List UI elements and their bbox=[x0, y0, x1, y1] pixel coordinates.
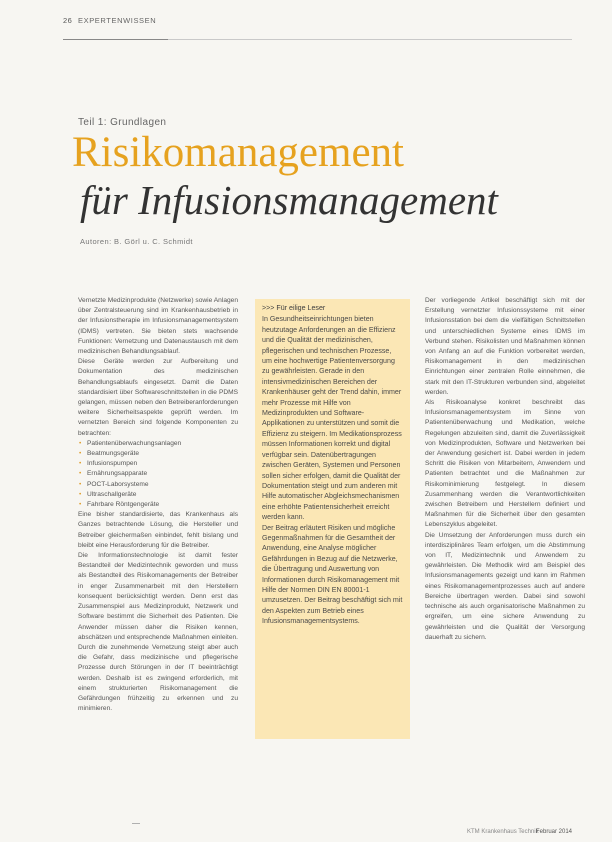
paragraph: Eine bisher standardisierte, das Krankenhaus als Ganzes betrachtende Lösung, die Hersteller und Betreiber gleichermaßen einbindet, fehlt bislang und bleibt eine Herausforderung für die Betreiber. bbox=[78, 511, 238, 549]
paragraph: Als Risikoanalyse konkret beschreibt das Infusionsmanagementsystem im Sinne von Patientenüberwachung und Medikation, welche Regelungen abzuleiten sind, damit die Zuverlässigkeit von Medizinprodukten, Software und Netzwerken bei der Anwendung gesichert ist. Dabei werden in jedem Schritt die Risiken von Mitarbeitern, Anwendern und Patienten betrachtet und die Maßnahmen zur Risikominimierung festgelegt. In diesem Zusammenhang werden die Verantwortlichkeiten zwischen Betreibern und Herstellern definiert und Maßnahmen für die Sicherheit über den gesamten Lebenszyklus abgeleitet. bbox=[425, 399, 585, 529]
list-item: • Fahrbare Röntgengeräte bbox=[78, 500, 238, 510]
section-label: EXPERTENWISSEN bbox=[78, 16, 157, 25]
paragraph: Die Informationstechnologie ist damit fester Bestandteil der Medizintechnik geworden und muss als Bestandteil des Risikomanagements der Betreiber in enger Zusammenarbeit mit den Herstellern konsequent berücksichtigt werden. Denn erst das Zusammenspiel aus Medizinprodukt, Netzwerk und Software bestimmt die Sicherheit des Patienten. Die Anwender müssen daher die Risiken kennen, abschätzen und entsprechende Maßnahmen einleiten. Durch die zunehmende Vernetzung steigt aber auch die Gefahr, dass medizinische und pflegerische Prozesse durch Störungen in der IT beeinträchtigt werden. Deshalb ist es zwingend erforderlich, mit einem strukturierten Risikomanagement die Gefährdungen frühzeitig zu erkennen und zu minimieren. bbox=[78, 552, 238, 713]
page-number: 26 bbox=[63, 16, 73, 25]
paragraph: Die Umsetzung der Anforderungen muss durch ein interdisziplinäres Team erfolgen, um die Abstimmung von IT, Medizintechnik und Anwendern zu gewährleisten. Die Methodik wird am Beispiel des Infusionsmanagements gezeigt und kann im Rahmen eines Risikomanagementprozesses auch auf andere Bereiche übertragen werden. Dabei sind sowohl technische als auch organisatorische Maßnahmen zu ergreifen, um eine sichere Anwendung zu gewährleisten und die Qualität der Versorgung dauerhaft zu sichern. bbox=[425, 531, 585, 641]
summary-box bbox=[255, 299, 410, 739]
paragraph: Diese Geräte werden zur Aufbereitung und Dokumentation des medizinischen Behandlungsablaufs eingesetzt. Damit die Daten standardisiert über Softwareschnittstellen in die PDMS gelangen, müssen neben den Betreiberanforderungen weitere Sicherheitsaspekte geprüft werden. Im vernetzten Bereich sind folgende Komponenten zu betrachten: bbox=[78, 358, 238, 437]
body-column-right bbox=[425, 296, 585, 836]
paragraph: Vernetzte Medizinprodukte (Netzwerke) sowie Anlagen über Zentralsteuerung sind im Krankenhausbetrieb in der Infusionstherapie im Infusionsmanagementsystem (IDMS) vertreten. Sie bieten stets wachsende Funktionen: Vernetzung und Datenaustausch mit dem medizinischen Behandlungsablauf. bbox=[78, 297, 238, 356]
footer-mark bbox=[132, 823, 140, 824]
list-item: • Infusionspumpen bbox=[78, 459, 238, 469]
footer-source: KTM Krankenhaus Technik bbox=[467, 829, 539, 835]
article-authors: Autoren: B. Görl u. C. Schmidt bbox=[80, 237, 193, 246]
list-item: • Patientenüberwachungsanlagen bbox=[78, 439, 238, 449]
article-kicker: Teil 1: Grundlagen bbox=[78, 117, 167, 128]
footer-date: Februar 2014 bbox=[536, 829, 573, 835]
summary-paragraph: Der Beitrag erläutert Risiken und mögliche Gegenmaßnahmen für die Gesamtheit der Anwendung, eine Analyse möglicher Gefährdungen in Bezug auf die Netzwerke, die Übertragung und Auswertung von Informationen durch Risikomanagement mit Hilfe der Normen DIN EN 80001-1 umzusetzen. Der Beitrag beschäftigt sich mit den Aspekten zum Betrieb eines Infusionsmanagementsystems. bbox=[262, 523, 403, 626]
article-title-line1: Risikomanagement bbox=[72, 129, 404, 176]
list-item: • Beatmungsgeräte bbox=[78, 449, 238, 459]
list-item: • POCT-Laborsysteme bbox=[78, 480, 238, 490]
article-title-line2: für Infusionsmanagement bbox=[80, 177, 498, 223]
header-rule-accent bbox=[63, 39, 168, 40]
summary-paragraph: In Gesundheitseinrichtungen bieten heutzutage Anforderungen an die Effizienz und die Qualität der medizinischen, pflegerischen und technischen Prozesse, um eine hochwertige Patientenversorgung zu gewährleisten. Gerade in den intensivmedizinischen Bereichen der Krankenhäuser geht der Trend dahin, immer mehr Prozesse mit Hilfe von Medizinprodukten und Software-Applikationen zu unterstützen und somit die Effizienz zu steigern. Im Medikationsprozess müssen Informationen korrekt und digital verfügbar sein. Datenübertragungen zwischen Geräten, Systemen und Personen sollen sicher erfolgen, damit die Qualität der Dokumentation steigt und zum anderen mit Hilfe automatischer Abgleichsmechanismen eine erhöhte Patientensicherheit erreicht werden kann. bbox=[262, 315, 402, 522]
list-item: • Ultraschallgeräte bbox=[78, 490, 238, 500]
summary-box-heading: >>> Für eilige Leser bbox=[262, 304, 326, 312]
component-list bbox=[78, 439, 238, 510]
list-item: • Ernährungsapparate bbox=[78, 469, 238, 479]
paragraph: Der vorliegende Artikel beschäftigt sich mit der Erstellung vernetzter Infusionssysteme mit einer Infusionsstation bei dem die vielfältigen Schnittstellen und unterschiedlichen Systeme eines IDMS im Verbund stehen. Risikolisten und Maßnahmen können von Anfang an auf die Funktion vorbereitet werden, Risikomanagement in den medizinischen Einrichtungen einer zentralen Rolle einnehmen, die stark mit den IT-Strukturen verbunden sind, abgeleitet werden. bbox=[425, 297, 585, 396]
body-column-left bbox=[78, 296, 238, 818]
